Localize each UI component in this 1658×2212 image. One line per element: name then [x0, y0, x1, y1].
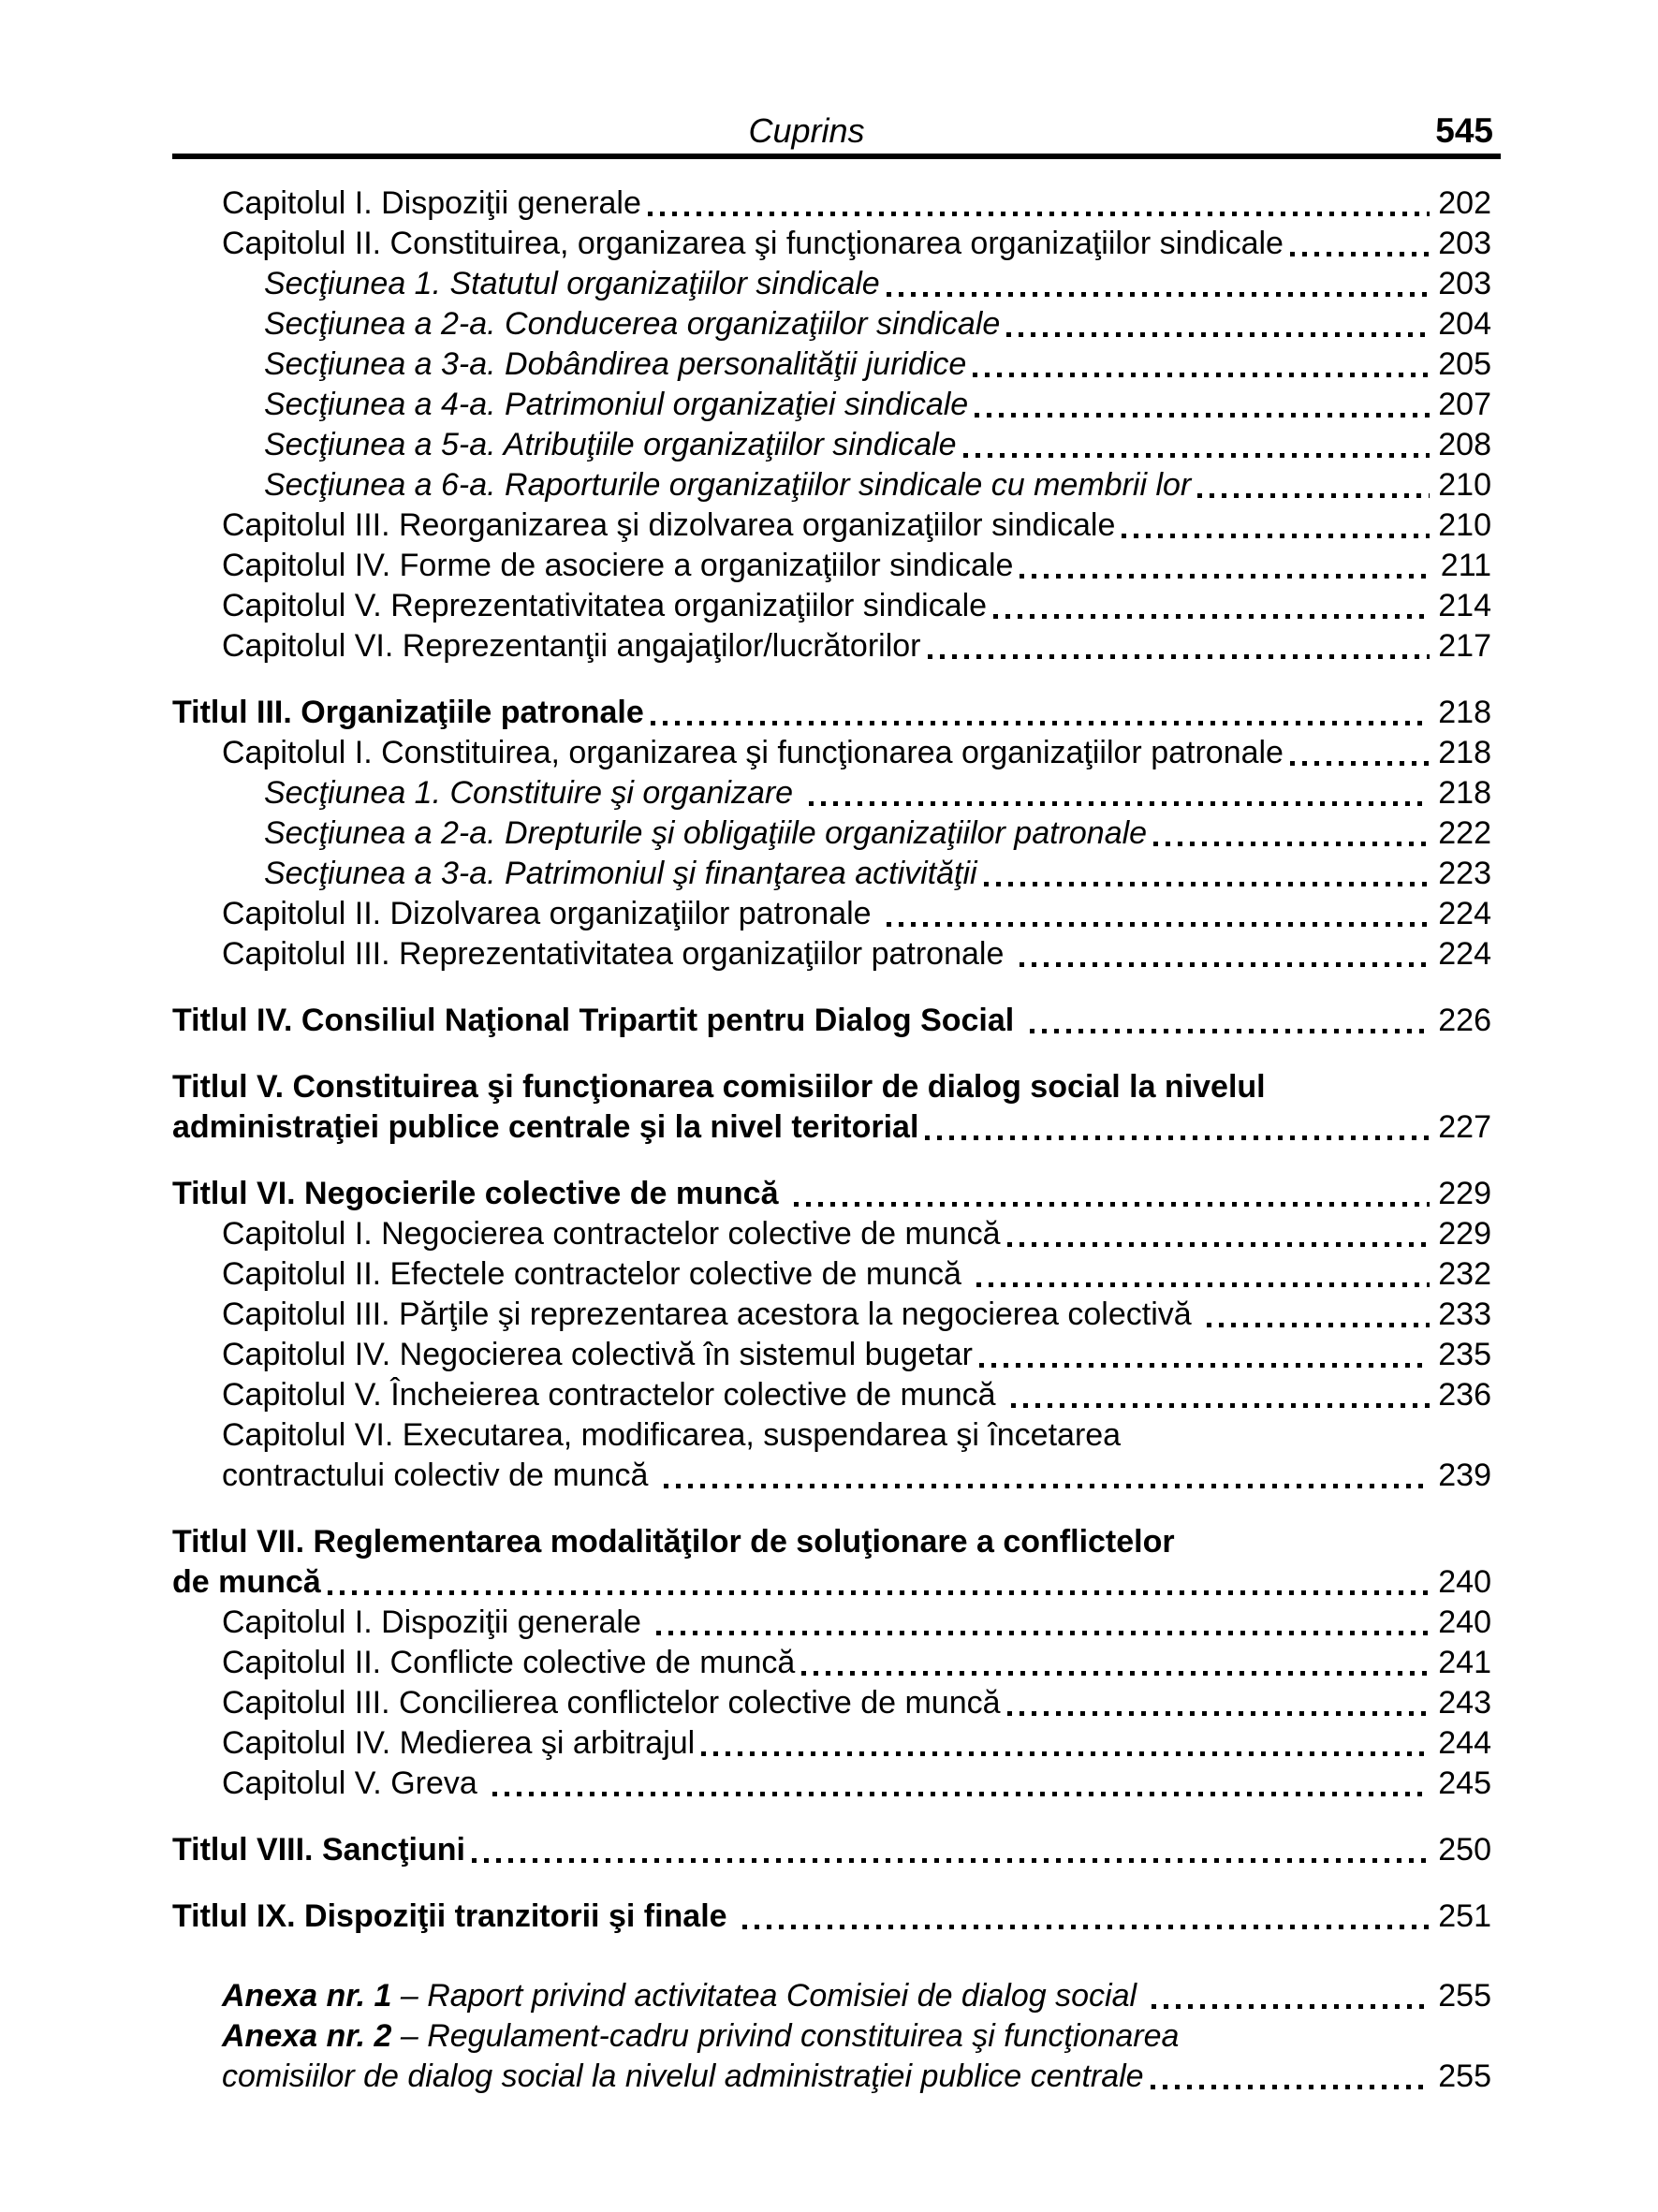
- toc-entry: [172, 304, 1491, 344]
- toc-entry-line: [222, 183, 1491, 224]
- toc-entry: [172, 1897, 1491, 1937]
- dot-leader: [701, 1751, 1430, 1756]
- toc-page: [172, 0, 1501, 2097]
- dot-leader: [809, 801, 1431, 806]
- toc-entry-text: Titlul VI. Negocierile colective de muncă: [172, 1176, 787, 1211]
- toc-entry-line: [222, 2057, 1491, 2097]
- toc-entry-page-number: 224: [1438, 896, 1491, 931]
- dot-leader: [1152, 2004, 1430, 2009]
- toc-entry-line: [222, 1603, 1491, 1643]
- toc-entry-line: [222, 1335, 1491, 1375]
- dot-leader: [1011, 1403, 1430, 1408]
- toc-entry-page-number: 203: [1438, 226, 1491, 261]
- dot-leader: [984, 882, 1431, 886]
- toc-entry-line: [264, 344, 1491, 385]
- toc-entry-line: [222, 1683, 1491, 1723]
- toc-entry-line: [222, 1214, 1491, 1254]
- toc-entry: [172, 1683, 1491, 1723]
- dot-leader: [472, 1858, 1430, 1863]
- toc-entry-line: [222, 626, 1491, 667]
- dot-leader: [651, 721, 1430, 725]
- toc-entry-page-number: 223: [1438, 856, 1491, 891]
- toc-entry-text: Secţiunea a 3-a. Dobândirea personalităţii juridice: [264, 346, 967, 382]
- toc-entry: [172, 1174, 1491, 1214]
- toc-entry-text: Capitolul VI. Executarea, modificarea, suspendarea şi încetarea: [222, 1417, 1122, 1453]
- dot-leader: [1122, 534, 1430, 538]
- toc-entry: [172, 1764, 1491, 1804]
- toc-entry-page-number: 218: [1438, 695, 1491, 730]
- toc-entry-line: [172, 693, 1491, 733]
- toc-entry-page-number: 245: [1438, 1765, 1491, 1801]
- toc-entry-line: [264, 773, 1491, 813]
- toc-entry-text: Secţiunea a 3-a. Patrimoniul şi finanţarea activităţii: [264, 856, 977, 891]
- toc-entry-text: Capitolul II. Efectele contractelor colective de muncă: [222, 1256, 971, 1292]
- toc-entry-page-number: 210: [1438, 467, 1491, 503]
- toc-entry: [172, 586, 1491, 626]
- dot-leader: [1197, 493, 1430, 498]
- dot-leader: [1020, 574, 1431, 579]
- dot-leader: [328, 1590, 1431, 1595]
- toc-entry-line: [222, 1643, 1491, 1683]
- dot-leader: [1153, 842, 1430, 846]
- toc-entry: [172, 1415, 1491, 1496]
- toc-entry-page-number: 224: [1438, 936, 1491, 972]
- dot-leader: [928, 654, 1431, 659]
- toc-entry-page-number: 241: [1438, 1645, 1491, 1680]
- toc-entry-text: Anexa nr. 1 – Raport privind activitatea Comisiei de dialog social: [222, 1978, 1146, 2014]
- toc-entry: [172, 344, 1491, 385]
- toc-entry-page-number: 240: [1438, 1564, 1491, 1600]
- toc-entry-line: [222, 1254, 1491, 1295]
- dot-leader: [1030, 1029, 1431, 1033]
- toc-entry: [172, 183, 1491, 224]
- dot-leader: [963, 453, 1431, 458]
- toc-entry: [172, 1643, 1491, 1683]
- toc-entry-text: Capitolul I. Constituirea, organizarea şi funcţionarea organizaţiilor patronale: [222, 735, 1284, 770]
- toc-entry: [172, 465, 1491, 505]
- toc-entry-text: administraţiei publice centrale şi la nivel teritorial: [172, 1109, 919, 1145]
- toc-entry-line: [264, 264, 1491, 304]
- toc-entry-line: [264, 385, 1491, 425]
- toc-entry-line: [172, 1830, 1491, 1870]
- toc-entry-text: Secţiunea 1. Constituire şi organizare: [264, 775, 802, 811]
- toc-entry-page-number: 204: [1438, 306, 1491, 342]
- toc-entry-line: [222, 1375, 1491, 1415]
- toc-entry-page-number: 211: [1440, 548, 1491, 583]
- dot-leader: [664, 1484, 1430, 1488]
- toc-entry: [172, 1335, 1491, 1375]
- toc-entry-line: [172, 1107, 1491, 1148]
- toc-entry: [172, 505, 1491, 546]
- toc-entry: [172, 385, 1491, 425]
- toc-entry-page-number: 232: [1438, 1256, 1491, 1292]
- dot-leader: [1290, 252, 1430, 256]
- toc-entry-line: [222, 1295, 1491, 1335]
- toc-entry-line: [222, 894, 1491, 934]
- dot-leader: [1007, 1242, 1431, 1247]
- toc-entry-text: contractului colectiv de muncă: [222, 1458, 657, 1493]
- dot-leader: [1020, 962, 1430, 967]
- toc-entry-text: Titlul III. Organizaţiile patronale: [172, 695, 644, 730]
- toc-entry-text: Capitolul V. Încheierea contractelor colective de muncă: [222, 1377, 1005, 1413]
- dot-leader: [656, 1631, 1430, 1635]
- dot-leader: [1207, 1323, 1430, 1327]
- toc-entry-label: Anexa nr. 2: [222, 2018, 392, 2054]
- toc-entry-page-number: 207: [1438, 387, 1491, 422]
- toc-entry-text: comisiilor de dialog social la nivelul administraţiei publice centrale: [222, 2058, 1144, 2094]
- toc-entry-page-number: 218: [1438, 735, 1491, 770]
- dot-leader: [975, 413, 1430, 417]
- toc-entry-text: Capitolul III. Reorganizarea şi dizolvarea organizaţiilor sindicale: [222, 507, 1116, 543]
- toc-entry-text: Titlul V. Constituirea şi funcţionarea comisiilor de dialog social la nivelul: [172, 1069, 1266, 1105]
- toc-entry-line: [222, 934, 1491, 974]
- toc-entry-line: [264, 304, 1491, 344]
- toc-entry: [172, 1723, 1491, 1764]
- toc-entry-line: [222, 2016, 1491, 2057]
- toc-entry-line: [222, 1976, 1491, 2016]
- dot-leader: [887, 292, 1431, 297]
- toc-entry-page-number: 227: [1438, 1109, 1491, 1145]
- toc-entry-text: Titlul IV. Consiliul Naţional Tripartit pentru Dialog Social: [172, 1003, 1023, 1038]
- toc-entry: [172, 693, 1491, 733]
- toc-entry: [172, 1254, 1491, 1295]
- toc-entry: [172, 1976, 1491, 2016]
- toc-entry: [172, 1214, 1491, 1254]
- dot-leader: [794, 1202, 1430, 1207]
- toc-entry-page-number: 250: [1438, 1832, 1491, 1868]
- toc-entry-text: Capitolul III. Părţile şi reprezentarea acestora la negocierea colectivă: [222, 1296, 1201, 1332]
- toc-entry-text: Capitolul III. Concilierea conflictelor colective de muncă: [222, 1685, 1001, 1721]
- toc-entry-label: Anexa nr. 1: [222, 1978, 392, 2014]
- toc-entry-text: Anexa nr. 2 – Regulament-cadru privind constituirea şi funcţionarea: [222, 2018, 1180, 2054]
- toc-entry-text: Secţiunea a 2-a. Conducerea organizaţiilor sindicale: [264, 306, 1001, 342]
- dot-leader: [976, 1282, 1430, 1287]
- toc-entry-line: [172, 1174, 1491, 1214]
- toc-entry-text: Titlul IX. Dispoziţii tranzitorii şi finale: [172, 1898, 736, 1934]
- toc-entry-page-number: 217: [1438, 628, 1491, 664]
- dot-leader: [925, 1135, 1430, 1140]
- toc-entry-line: [264, 465, 1491, 505]
- toc-entry-page-number: 251: [1438, 1898, 1491, 1934]
- toc-entry-line: [222, 1723, 1491, 1764]
- toc-entry-line: [264, 425, 1491, 465]
- dot-leader: [887, 922, 1430, 927]
- toc-entry-line: [172, 1001, 1491, 1041]
- toc-entry-text: Secţiunea a 2-a. Drepturile şi obligaţiile organizaţiilor patronale: [264, 815, 1148, 851]
- toc-entry: [172, 733, 1491, 773]
- toc-entry-page-number: 203: [1438, 266, 1491, 301]
- toc-entry-page-number: 235: [1438, 1337, 1491, 1372]
- toc-entry-page-number: 239: [1438, 1458, 1491, 1493]
- toc-entry-page-number: 233: [1438, 1296, 1491, 1332]
- toc-entry-text: Capitolul III. Reprezentativitatea organizaţiilor patronale: [222, 936, 1013, 972]
- toc-entry: [172, 1375, 1491, 1415]
- toc-entry: [172, 626, 1491, 667]
- toc-entry-line: [222, 546, 1491, 586]
- dot-leader: [648, 212, 1430, 216]
- toc-entry-text: Capitolul II. Constituirea, organizarea şi funcţionarea organizaţiilor sindicale: [222, 226, 1284, 261]
- toc-entry-page-number: 202: [1438, 185, 1491, 221]
- toc-entry-page-number: 244: [1438, 1725, 1491, 1761]
- toc-entry: [172, 854, 1491, 894]
- toc-entry-text: Secţiunea a 5-a. Atribuţiile organizaţiilor sindicale: [264, 427, 957, 462]
- toc-entry-page-number: 229: [1438, 1176, 1491, 1211]
- toc-entry-page-number: 243: [1438, 1685, 1491, 1721]
- dot-leader: [1006, 332, 1430, 337]
- toc-entry-text: Capitolul VI. Reprezentanţii angajaţilor/lucrătorilor: [222, 628, 921, 664]
- toc-entry-line: [222, 224, 1491, 264]
- toc-entry-page-number: 226: [1438, 1003, 1491, 1038]
- toc-entry-page-number: 222: [1438, 815, 1491, 851]
- dot-leader: [492, 1792, 1430, 1796]
- dot-leader: [801, 1671, 1430, 1676]
- toc-entry-text: Secţiunea 1. Statutul organizaţiilor sindicale: [264, 266, 880, 301]
- toc-entry-page-number: 255: [1438, 1978, 1491, 2014]
- toc-entry-line: [172, 1522, 1491, 1562]
- toc-entry-line: [172, 1897, 1491, 1937]
- toc-entry-text: Titlul VIII. Sancţiuni: [172, 1832, 465, 1868]
- toc-entry-page-number: 210: [1438, 507, 1491, 543]
- toc-entry: [172, 546, 1491, 586]
- dot-leader: [979, 1363, 1430, 1368]
- toc-entry-line: [222, 586, 1491, 626]
- header-divider: [172, 154, 1501, 159]
- toc-entry-page-number: 208: [1438, 427, 1491, 462]
- toc-entry-text: Capitolul IV. Forme de asociere a organizaţiilor sindicale: [222, 548, 1014, 583]
- toc-entry-line: [222, 1415, 1491, 1456]
- toc-entry: [172, 2016, 1491, 2097]
- toc-entry: [172, 264, 1491, 304]
- toc-entry-text: Capitolul I. Dispoziţii generale: [222, 185, 641, 221]
- toc-entry-line: [222, 733, 1491, 773]
- toc-entry: [172, 773, 1491, 813]
- toc-entry: [172, 1522, 1491, 1603]
- dot-leader: [1007, 1711, 1431, 1716]
- toc-entry-page-number: 205: [1438, 346, 1491, 382]
- toc-entry-page-number: 214: [1438, 588, 1491, 623]
- toc-entry-text: Secţiunea a 4-a. Patrimoniul organizaţiei sindicale: [264, 387, 969, 422]
- toc-entry: [172, 1603, 1491, 1643]
- toc-entry: [172, 1295, 1491, 1335]
- toc-entry-text: Capitolul II. Conflicte colective de muncă: [222, 1645, 796, 1680]
- toc-entry-page-number: 255: [1438, 2058, 1491, 2094]
- dot-leader: [1151, 2085, 1431, 2089]
- toc-entry-line: [264, 854, 1491, 894]
- toc-entry-text: Capitolul IV. Negocierea colectivă în sistemul bugetar: [222, 1337, 973, 1372]
- toc-entry-line: [222, 1456, 1491, 1496]
- toc-entry-line: [264, 813, 1491, 854]
- toc-entry-text: Capitolul V. Greva: [222, 1765, 487, 1801]
- toc-entry-page-number: 236: [1438, 1377, 1491, 1413]
- toc-entry-line: [222, 505, 1491, 546]
- toc-entry-page-number: 229: [1438, 1216, 1491, 1252]
- toc-entry: [172, 224, 1491, 264]
- toc-entry-page-number: 240: [1438, 1604, 1491, 1640]
- toc-entry: [172, 1001, 1491, 1041]
- toc-entry: [172, 425, 1491, 465]
- toc-entry-text: Capitolul I. Dispoziţii generale: [222, 1604, 651, 1640]
- dot-leader: [973, 373, 1430, 377]
- page-header: [172, 0, 1501, 154]
- toc-entry: [172, 934, 1491, 974]
- toc-entry-text: Capitolul IV. Medierea şi arbitrajul: [222, 1725, 696, 1761]
- dot-leader: [993, 614, 1430, 619]
- toc-entry-line: [172, 1562, 1491, 1603]
- toc-entry-page-number: 218: [1438, 775, 1491, 811]
- toc-entry: [172, 1067, 1491, 1148]
- toc-entry-text: Titlul VII. Reglementarea modalităţilor de soluţionare a conflictelor: [172, 1524, 1175, 1560]
- toc-entry: [172, 1830, 1491, 1870]
- page-header-number: 545: [1435, 111, 1493, 150]
- toc-list: [172, 183, 1501, 2097]
- toc-entry-text: Capitolul V. Reprezentativitatea organizaţiilor sindicale: [222, 588, 988, 623]
- toc-entry: [172, 894, 1491, 934]
- toc-entry-text: Capitolul I. Negocierea contractelor colective de muncă: [222, 1216, 1001, 1252]
- toc-entry-text: Capitolul II. Dizolvarea organizaţiilor patronale: [222, 896, 881, 931]
- dot-leader: [742, 1925, 1430, 1929]
- dot-leader: [1290, 761, 1430, 766]
- toc-entry: [172, 813, 1491, 854]
- toc-entry-line: [222, 1764, 1491, 1804]
- page-header-title: Cuprins: [748, 111, 865, 150]
- toc-entry-text: de muncă: [172, 1564, 321, 1600]
- toc-entry-text: Secţiunea a 6-a. Raporturile organizaţiilor sindicale cu membrii lor: [264, 467, 1192, 503]
- toc-entry-line: [172, 1067, 1491, 1107]
